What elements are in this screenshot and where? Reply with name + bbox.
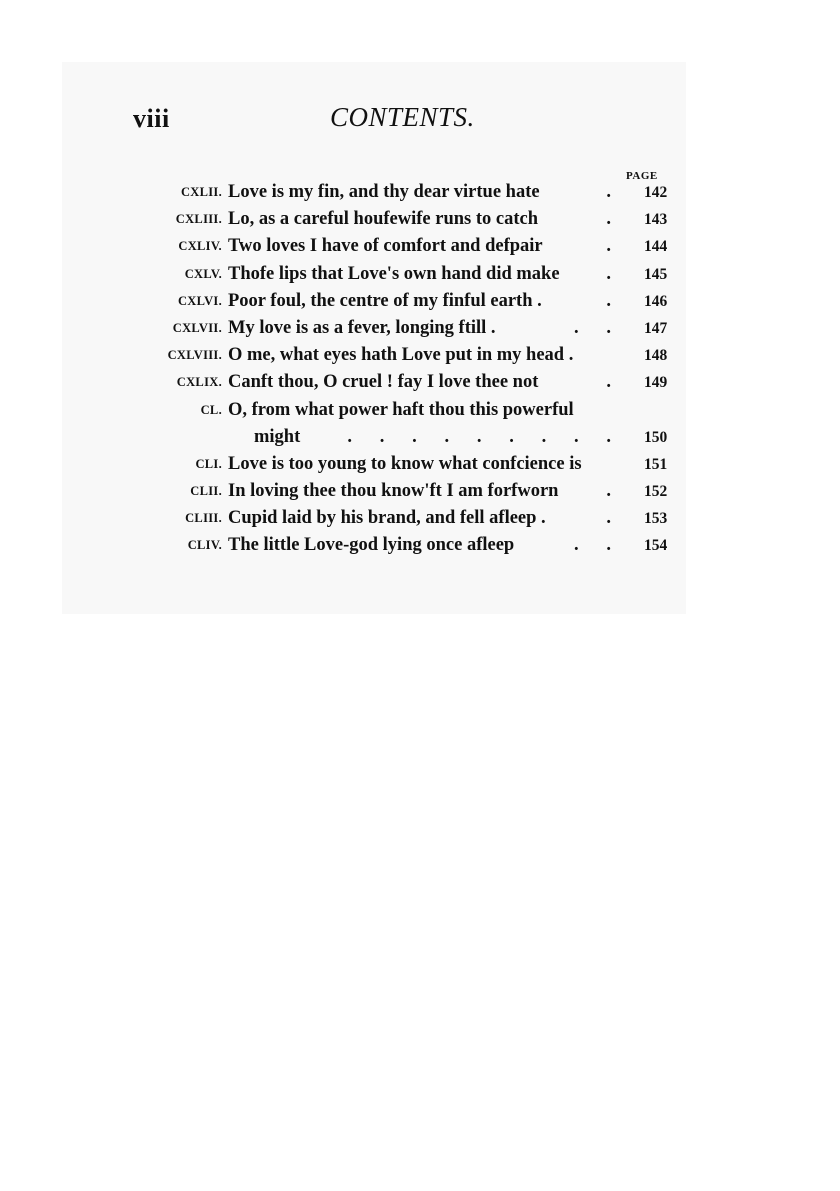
sonnet-first-line: My love is as a fever, longing ftill .: [228, 317, 496, 338]
sonnet-number: CXLVI.: [177, 293, 222, 308]
page-reference: 153: [644, 510, 668, 528]
page-column-label: PAGE: [626, 170, 658, 182]
sonnet-first-line: Thofe lips that Love's own hand did make: [228, 263, 560, 284]
toc-entry: [0, 369, 840, 396]
toc-entry: [0, 478, 840, 505]
toc-entry: [0, 288, 840, 315]
sonnet-number: CLIII.: [185, 511, 222, 526]
dot-leader: .: [606, 372, 611, 393]
toc-entry: [0, 342, 840, 369]
toc-entry: [0, 315, 840, 342]
page-reference: 151: [644, 455, 668, 473]
dot-leader: .: [606, 263, 611, 284]
toc-entry: [0, 532, 840, 559]
sonnet-number: CL.: [200, 402, 222, 417]
sonnet-first-line: O me, what eyes hath Love put in my head .: [228, 345, 574, 366]
sonnet-first-line: Love is my fin, and thy dear virtue hate: [228, 182, 540, 202]
page-reference: 146: [644, 292, 668, 310]
sonnet-number: CLIV.: [187, 538, 222, 553]
table-of-contents: [0, 179, 840, 560]
toc-entry: [0, 179, 840, 206]
sonnet-number: CXLIX.: [176, 375, 222, 390]
page-number: viii: [133, 104, 170, 133]
page-reference: 145: [644, 265, 668, 283]
running-title: CONTENTS.: [330, 102, 475, 132]
sonnet-number: CXLII.: [180, 185, 222, 199]
sonnet-first-line: The little Love-god lying once afleep: [228, 535, 515, 556]
sonnet-first-line-continued: might: [254, 426, 301, 447]
dot-leader: .: [606, 508, 611, 529]
page-reference: 150: [644, 428, 668, 446]
dot-leader: .: [606, 182, 611, 202]
page-reference: 149: [644, 374, 668, 392]
sonnet-first-line: Poor foul, the centre of my finful earth .: [228, 290, 542, 311]
page-reference: 154: [644, 537, 668, 555]
dot-leader: .: [606, 236, 611, 257]
dot-leader: . . . . . . . . .: [347, 426, 611, 447]
sonnet-number: CLI.: [195, 456, 222, 471]
sonnet-number: CXLIII.: [175, 212, 222, 227]
page-reference: 148: [644, 347, 668, 365]
toc-entry: [0, 397, 840, 451]
toc-entry: [0, 451, 840, 478]
toc-entry: [0, 261, 840, 288]
sonnet-first-line: In loving thee thou know'ft I am forfworn: [228, 481, 559, 502]
dot-leader: . .: [574, 317, 611, 338]
sonnet-number: CXLVII.: [172, 320, 222, 335]
sonnet-first-line: Two loves I have of comfort and defpair: [228, 236, 543, 257]
toc-entry: [0, 233, 840, 260]
dot-leader: . .: [574, 535, 611, 556]
page-reference: 152: [644, 483, 668, 501]
page-reference: 143: [644, 211, 668, 229]
toc-entry: [0, 505, 840, 532]
sonnet-number: CXLVIII.: [167, 348, 222, 363]
page-reference: 144: [644, 238, 668, 256]
sonnet-first-line: Lo, as a careful houfewife runs to catch: [228, 209, 539, 230]
sonnet-first-line: Cupid laid by his brand, and fell afleep .: [228, 508, 546, 529]
dot-leader: .: [606, 290, 611, 311]
sonnet-first-line: Canft thou, O cruel ! fay I love thee not: [228, 372, 539, 393]
page-reference: 142: [644, 184, 668, 201]
dot-leader: .: [606, 209, 611, 230]
sonnet-first-line: O, from what power haft thou this powerful: [228, 399, 574, 420]
sonnet-number: CLII.: [190, 484, 222, 499]
sonnet-first-line: Love is too young to know what confcience is: [228, 453, 582, 474]
toc-entry: [0, 206, 840, 233]
sonnet-number: CXLV.: [184, 266, 222, 281]
dot-leader: .: [606, 481, 611, 502]
page-reference: 147: [644, 319, 668, 337]
sonnet-number: CXLIV.: [178, 239, 222, 254]
